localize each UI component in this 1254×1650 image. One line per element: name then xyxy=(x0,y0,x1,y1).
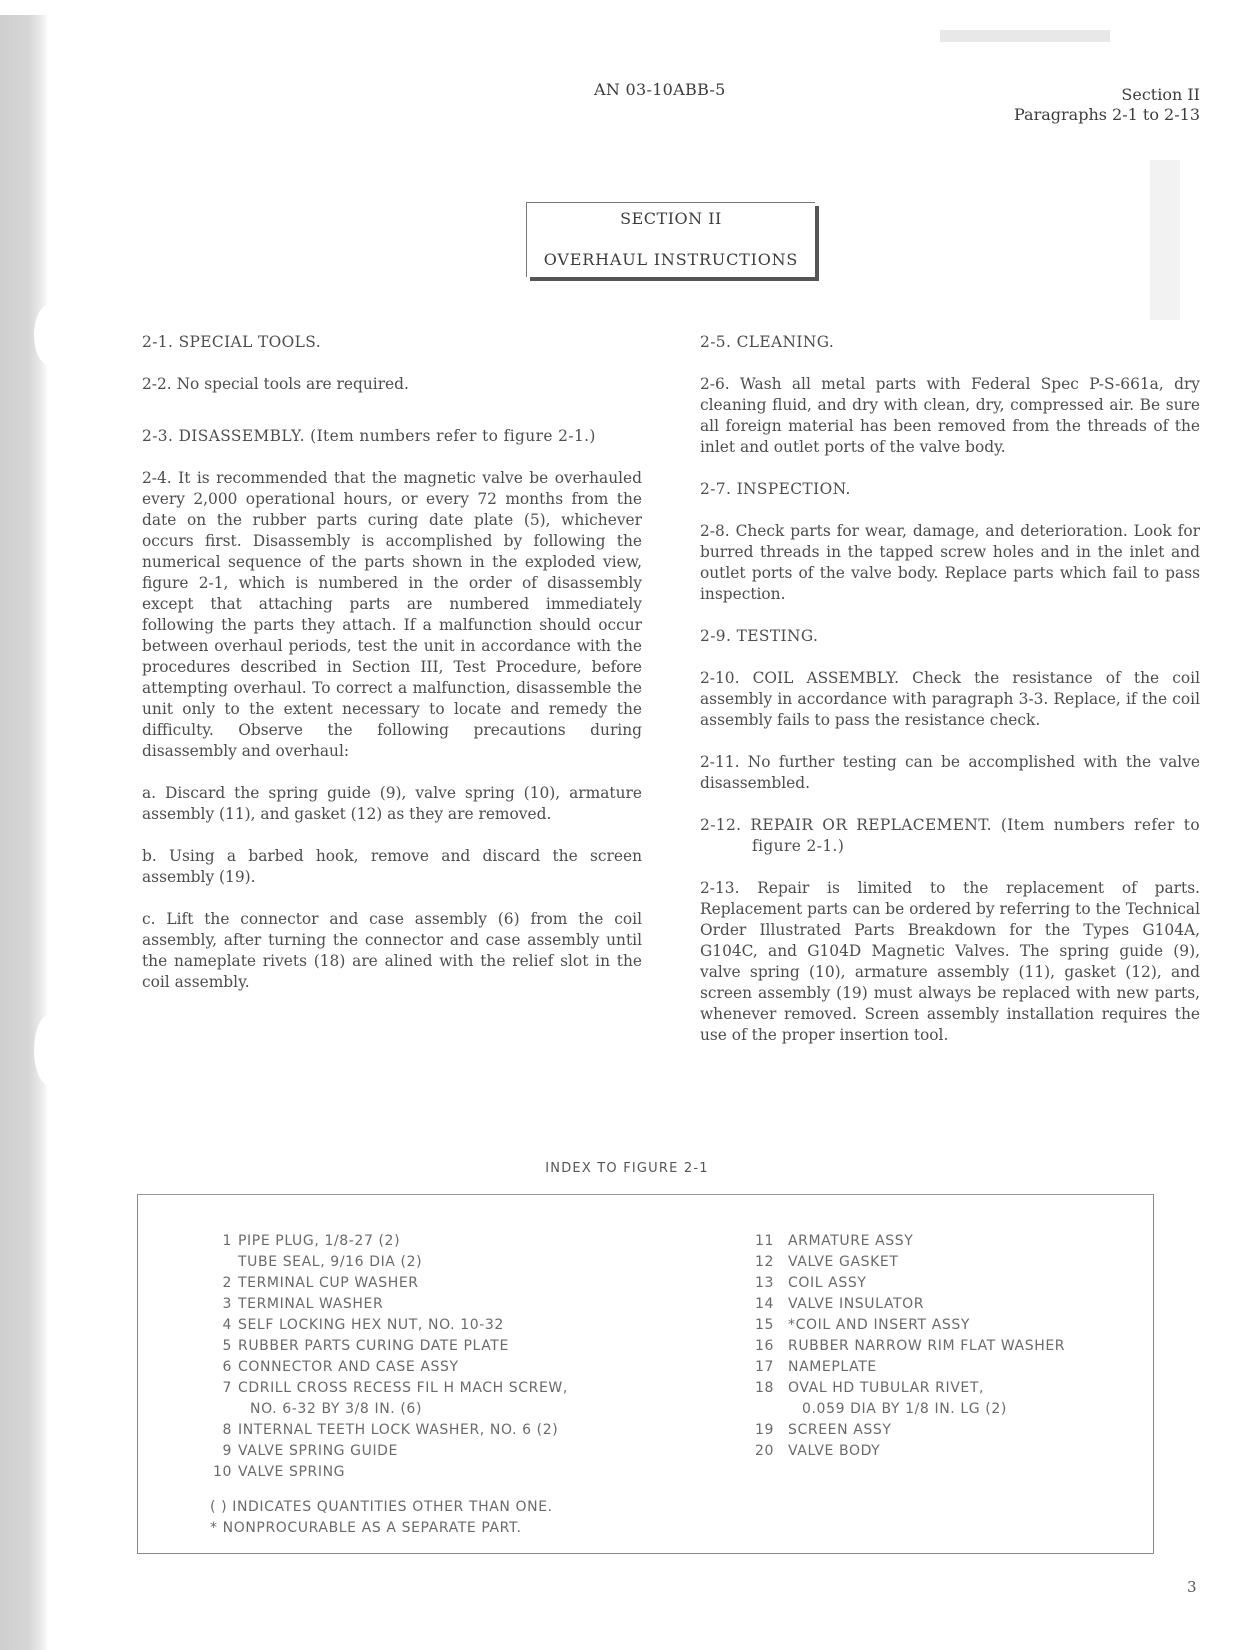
paragraph-2-6: 2-6. Wash all metal parts with Federal Spec P-S-661a, dry cleaning fluid, and dry with clean, dry, compressed air. Be sure all foreign material has been removed from the threads of the inlet and outlet ports of the valve body. xyxy=(700,375,1200,456)
index-item: 3 TERMINAL WASHER xyxy=(222,1296,384,1312)
index-item: 10 VALVE SPRING xyxy=(212,1464,346,1480)
page-number: 3 xyxy=(1187,1578,1197,1596)
index-item: 15 *COIL AND INSERT ASSY xyxy=(754,1317,971,1333)
index-item: 6 CONNECTOR AND CASE ASSY xyxy=(222,1359,459,1375)
index-item: 18 OVAL HD TUBULAR RIVET, xyxy=(754,1380,985,1396)
precaution-b: b. Using a barbed hook, remove and discard the screen assembly (19). xyxy=(142,847,642,886)
index-item: 19 SCREEN ASSY xyxy=(754,1422,892,1438)
paragraph-2-12: 2-12. REPAIR OR REPLACEMENT. (Item numbers refer to figure 2-1.) xyxy=(700,816,1200,855)
index-item: 9 VALVE SPRING GUIDE xyxy=(222,1443,399,1459)
index-item: 2 TERMINAL CUP WASHER xyxy=(222,1275,419,1291)
index-item-continuation: TUBE SEAL, 9/16 DIA (2) xyxy=(238,1254,423,1270)
index-title: INDEX TO FIGURE 2-1 xyxy=(545,1161,709,1176)
index-item-continuation: NO. 6-32 BY 3/8 IN. (6) xyxy=(250,1401,423,1417)
paragraph-2-9: 2-9. TESTING. xyxy=(700,627,819,645)
index-left-list xyxy=(210,1231,730,1483)
index-item: 12 VALVE GASKET xyxy=(754,1254,899,1270)
scan-artifact xyxy=(940,30,1110,42)
paragraph-2-1: 2-1. SPECIAL TOOLS. xyxy=(142,333,321,351)
paragraph-2-7: 2-7. INSPECTION. xyxy=(700,480,851,498)
paragraph-2-4: 2-4. It is recommended that the magnetic valve be overhauled every 2,000 operational hours, or every 72 months from the date on the rubber parts curing date plate (5), whichever occurs first. Disassembly is accomplished by following the numerical sequence of the parts shown in the exploded view, figure 2-1, which is numbered in the order of disassembly except that attaching parts are numbered immediately following the parts they attach. If a malfunction should occur between overhaul periods, test the unit in accordance with the procedures described in Section III, Test Procedure, before attempting overhaul. To correct a malfunction, disassemble the unit only to the extent necessary to locate and remedy the difficulty. Observe the following precautions during disassembly and overhaul: xyxy=(142,469,642,760)
left-text-column xyxy=(142,332,642,993)
section-title-box xyxy=(526,202,815,277)
paragraph-2-10: 2-10. COIL ASSEMBLY. Check the resistance of the coil assembly in accordance with paragraph 3-3. Replace, if the coil assembly fails to pass the resistance check. xyxy=(700,669,1200,729)
index-item: 4 SELF LOCKING HEX NUT, NO. 10-32 xyxy=(222,1317,504,1333)
section-reference xyxy=(1014,85,1200,125)
index-item: 14 VALVE INSULATOR xyxy=(754,1296,925,1312)
index-item: 13 COIL ASSY xyxy=(754,1275,867,1291)
paragraph-range: Paragraphs 2-1 to 2-13 xyxy=(1014,105,1200,124)
index-item: 17 NAMEPLATE xyxy=(754,1359,877,1375)
paragraph-2-5: 2-5. CLEANING. xyxy=(700,333,835,351)
index-item: 1 PIPE PLUG, 1/8-27 (2) xyxy=(222,1233,401,1249)
document-id: AN 03-10ABB-5 xyxy=(594,80,726,99)
index-item: 5 RUBBER PARTS CURING DATE PLATE xyxy=(222,1338,509,1354)
index-item: 8 INTERNAL TEETH LOCK WASHER, NO. 6 (2) xyxy=(222,1422,559,1438)
section-label: Section II xyxy=(1121,85,1200,104)
paragraph-2-11: 2-11. No further testing can be accomplished with the valve disassembled. xyxy=(700,753,1200,792)
index-item: 11 ARMATURE ASSY xyxy=(754,1233,914,1249)
scan-binding-edge xyxy=(0,15,48,1650)
index-item: 20 VALVE BODY xyxy=(754,1443,881,1459)
index-right-list xyxy=(750,1231,1150,1462)
paragraph-2-3: 2-3. DISASSEMBLY. (Item numbers refer to figure 2-1.) xyxy=(142,427,596,445)
binding-notch xyxy=(34,1015,64,1085)
note-nonprocurable: * NONPROCURABLE AS A SEPARATE PART. xyxy=(210,1520,522,1536)
section-title: OVERHAUL INSTRUCTIONS xyxy=(543,250,799,269)
precaution-a: a. Discard the spring guide (9), valve spring (10), armature assembly (11), and gasket (12) as they are removed. xyxy=(142,784,642,823)
paragraph-2-8: 2-8. Check parts for wear, damage, and deterioration. Look for burred threads in the tapped screw holes and in the inlet and outlet ports of the valve body. Replace parts which fail to pass inspection. xyxy=(700,522,1200,603)
precaution-c: c. Lift the connector and case assembly (6) from the coil assembly, after turning the connector and case assembly until the nameplate rivets (18) are alined with the relief slot in the coil assembly. xyxy=(142,910,642,991)
parts-index-box xyxy=(137,1194,1154,1554)
index-item: 7 CDRILL CROSS RECESS FIL H MACH SCREW, xyxy=(222,1380,568,1396)
right-text-column xyxy=(700,332,1200,1046)
index-item-continuation: 0.059 DIA BY 1/8 IN. LG (2) xyxy=(802,1401,1007,1417)
binding-notch xyxy=(34,305,64,365)
scan-artifact xyxy=(1150,160,1180,320)
paragraph-2-13: 2-13. Repair is limited to the replacement of parts. Replacement parts can be ordered by referring to the Technical Order Illustrated Parts Breakdown for the Types G104A, G104C, and G104D Magnetic Valves. The spring guide (9), valve spring (10), armature assembly (11), gasket (12), and screen assembly (19) must always be replaced with new parts, whenever removed. Screen assembly installation requires the use of the proper insertion tool. xyxy=(700,879,1200,1044)
index-item: 16 RUBBER NARROW RIM FLAT WASHER xyxy=(754,1338,1066,1354)
index-notes xyxy=(210,1497,553,1539)
paragraph-2-2: 2-2. No special tools are required. xyxy=(142,375,409,393)
section-number: SECTION II xyxy=(620,209,722,228)
note-quantities: ( ) INDICATES QUANTITIES OTHER THAN ONE. xyxy=(210,1499,553,1515)
